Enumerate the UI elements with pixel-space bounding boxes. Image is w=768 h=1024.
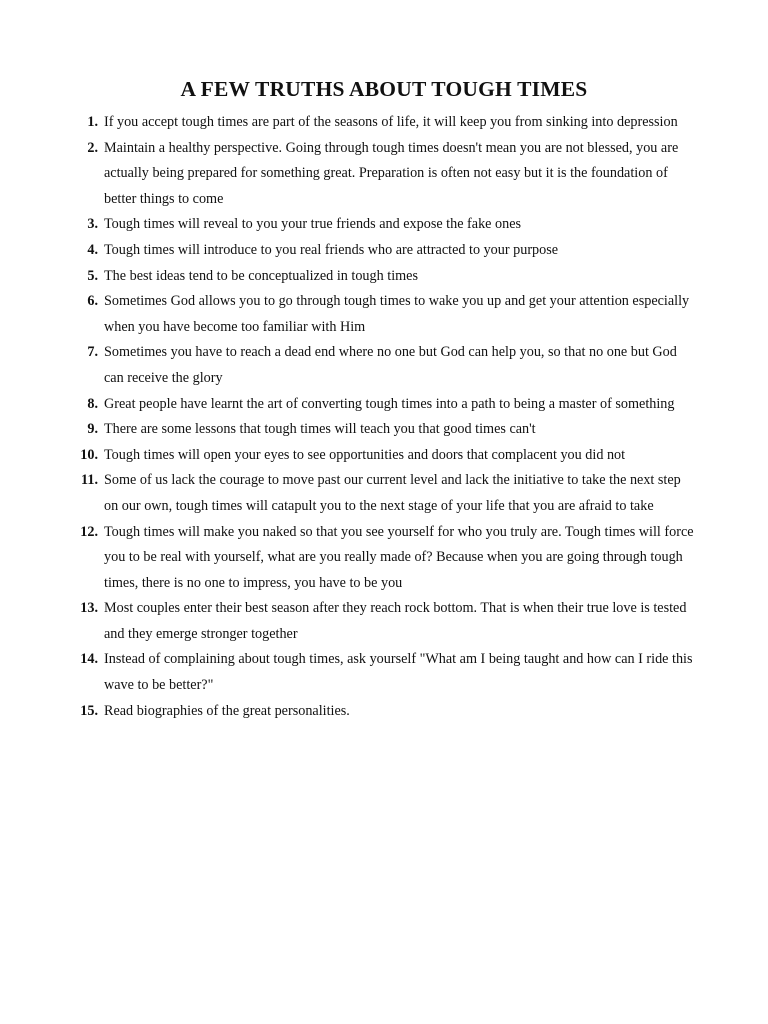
item-text: Read biographies of the great personalities. xyxy=(104,702,350,719)
item-number: 3. xyxy=(87,216,98,233)
item-number: 8. xyxy=(87,395,98,412)
item-number: 11. xyxy=(81,472,98,489)
item-number: 14. xyxy=(80,651,98,668)
list-item xyxy=(0,443,768,469)
item-number: 15. xyxy=(80,702,98,719)
list-item xyxy=(0,212,768,238)
item-text: Great people have learnt the art of converting tough times into a path to being a master of something xyxy=(104,395,675,412)
item-text: The best ideas tend to be conceptualized in tough times xyxy=(104,267,419,284)
truths-list xyxy=(0,110,768,724)
list-item xyxy=(0,596,768,647)
item-number: 5. xyxy=(87,267,98,284)
list-item xyxy=(0,392,768,418)
list-item xyxy=(0,340,768,391)
item-text: Most couples enter their best season after they reach rock bottom. That is when their true love is tested and they emerge stronger together xyxy=(104,600,687,642)
item-text: Tough times will introduce to you real friends who are attracted to your purpose xyxy=(104,241,559,258)
list-item xyxy=(0,699,768,725)
item-text: Some of us lack the courage to move past our current level and lack the initiative to take the next step on our own, tough times will catapult you to the next stage of your life that you are afraid to take xyxy=(104,472,681,514)
item-number: 6. xyxy=(87,293,98,310)
item-number: 13. xyxy=(80,600,98,617)
item-number: 1. xyxy=(87,114,98,130)
list-item xyxy=(0,417,768,443)
list-item xyxy=(0,647,768,698)
item-number: 10. xyxy=(80,446,98,463)
item-number: 12. xyxy=(80,523,98,540)
item-number: 7. xyxy=(87,344,98,361)
item-text: Sometimes you have to reach a dead end where no one but God can help you, so that no one but God can receive the glory xyxy=(104,344,677,386)
item-number: 9. xyxy=(87,421,98,438)
list-item xyxy=(0,289,768,340)
item-number: 4. xyxy=(87,241,98,258)
item-text: Tough times will reveal to you your true friends and expose the fake ones xyxy=(104,216,522,233)
list-item xyxy=(0,520,768,597)
item-text: If you accept tough times are part of the seasons of life, it will keep you from sinking into depression xyxy=(104,114,678,130)
item-number: 2. xyxy=(87,139,98,156)
document-title: A FEW TRUTHS ABOUT TOUGH TIMES xyxy=(180,77,588,101)
list-item xyxy=(0,264,768,290)
item-text: Maintain a healthy perspective. Going through tough times doesn't mean you are not blessed, you are actually being prepared for something great. Preparation is often not easy but it is the foundation of better things to come xyxy=(104,139,679,207)
item-text: Tough times will open your eyes to see opportunities and doors that complacent you did not xyxy=(104,446,626,463)
list-item xyxy=(0,468,768,519)
list-item xyxy=(0,110,768,136)
item-text: Instead of complaining about tough times, ask yourself "What am I being taught and how can I ride this wave to be better?" xyxy=(104,651,693,694)
list-item xyxy=(0,136,768,213)
item-text: Tough times will make you naked so that you see yourself for who you truly are. Tough times will force you to be real with yourself, what are you really made of? Because when you are going through tough times, there is no one to impress, you have to be you xyxy=(104,523,694,591)
item-text: Sometimes God allows you to go through tough times to wake you up and get your attention especially when you have become too familiar with Him xyxy=(104,293,690,335)
item-text: There are some lessons that tough times will teach you that good times can't xyxy=(104,421,536,438)
list-item xyxy=(0,238,768,264)
